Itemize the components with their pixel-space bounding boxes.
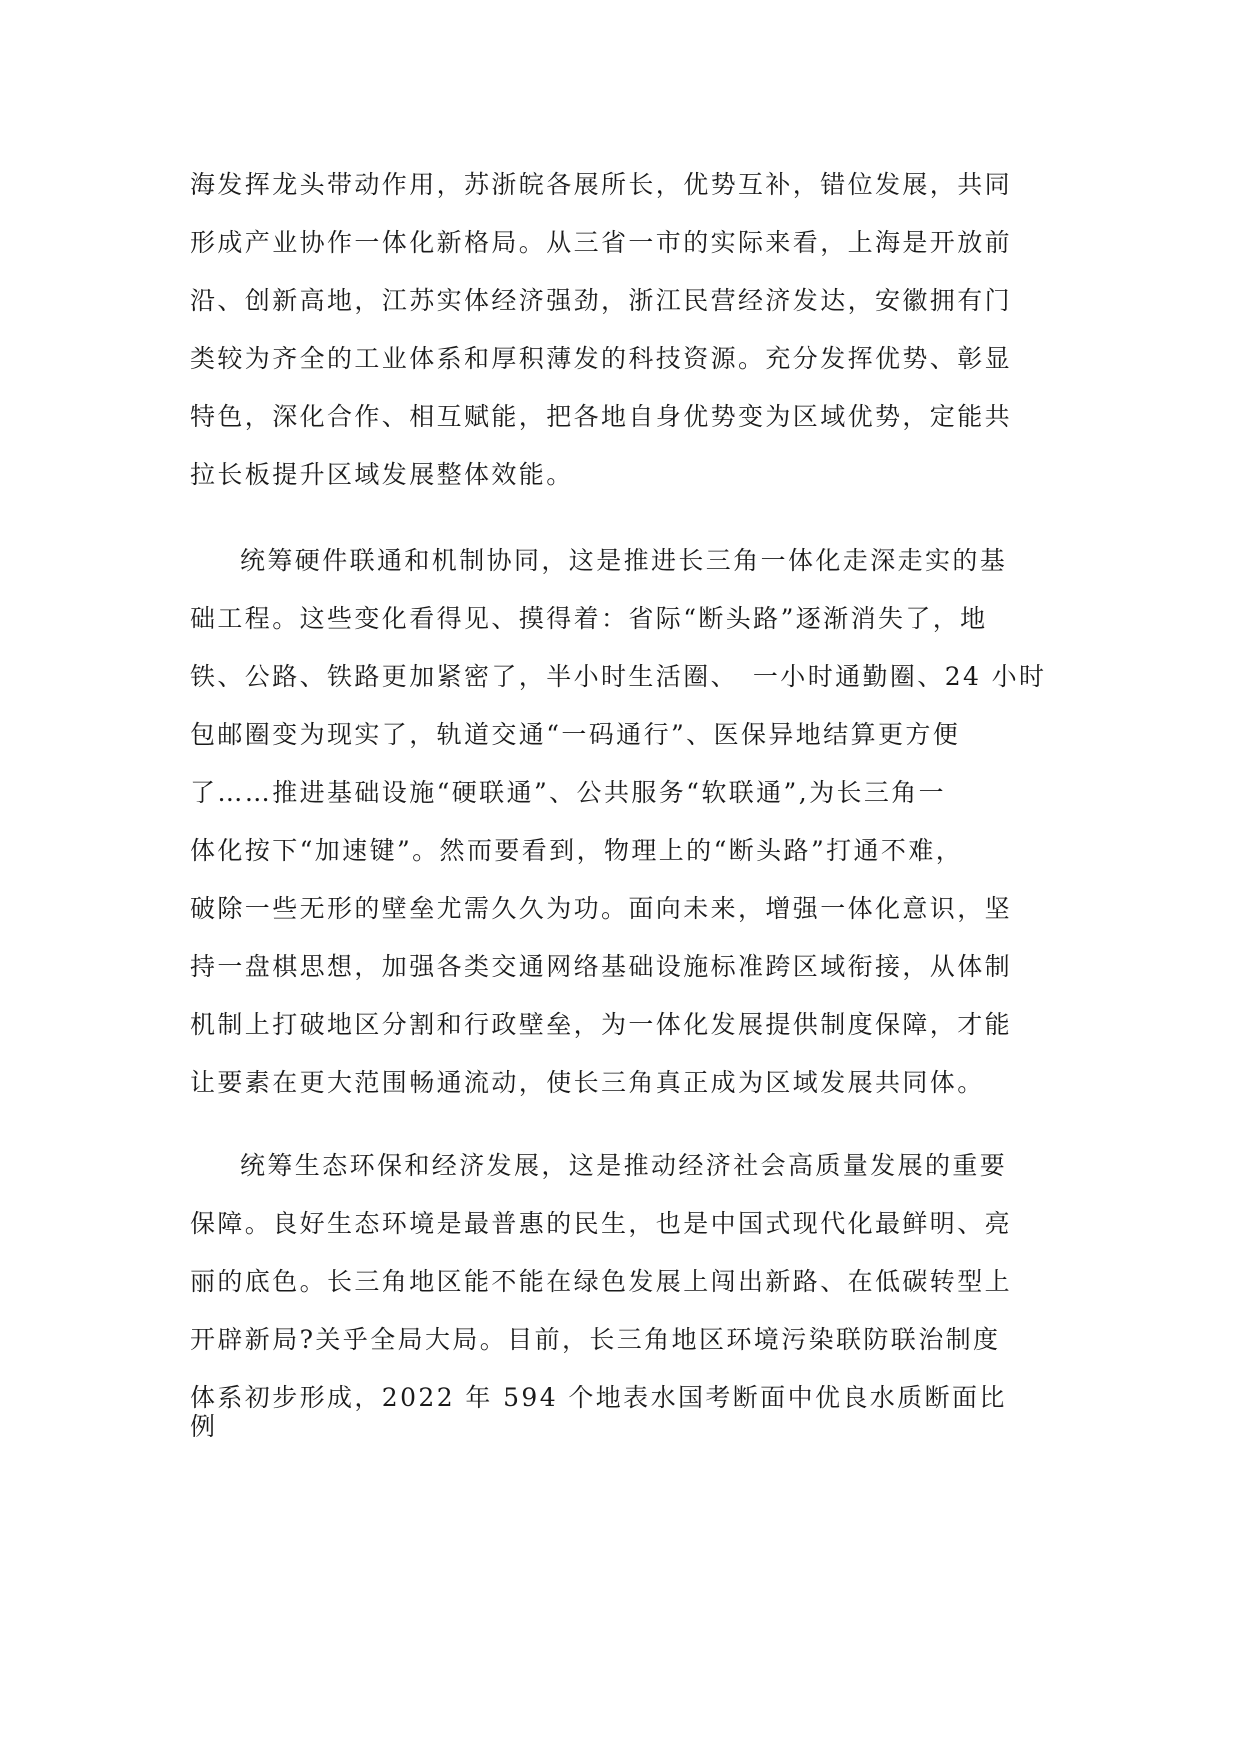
paragraph-line: 例 <box>190 1412 218 1441</box>
paragraph-1 <box>190 156 1070 504</box>
paragraph-line: 持一盘棋思想，加强各类交通网络基础设施标准跨区域衔接，从体制 <box>190 952 1013 981</box>
paragraph-line: 体化按下“加速键”。然而要看到，物理上的“断头路”打通不难， <box>190 836 964 865</box>
paragraph-line: 统筹生态环保和经济发展，这是推动经济社会高质量发展的重要 <box>240 1151 1008 1180</box>
paragraph-line: 让要素在更大范围畅通流动，使长三角真正成为区域发展共同体。 <box>190 1068 985 1097</box>
paragraph-line: 破除一些无形的壁垒尤需久久为功。面向未来，增强一体化意识，坚 <box>190 894 1013 923</box>
paragraph-line: 保障。良好生态环境是最普惠的民生，也是中国式现代化最鲜明、亮 <box>190 1209 1013 1238</box>
paragraph-line: 铁、公路、铁路更加紧密了，半小时生活圈、 一小时通勤圈、24 小时 <box>190 662 1047 691</box>
paragraph-3 <box>190 1137 1070 1441</box>
paragraph-line: 海发挥龙头带动作用，苏浙皖各展所长，优势互补，错位发展，共同 <box>190 170 1013 199</box>
paragraph-line: 统筹硬件联通和机制协同，这是推进长三角一体化走深走实的基 <box>240 546 1008 575</box>
paragraph-line: 体系初步形成，2022 年 594 个地表水国考断面中优良水质断面比 <box>190 1383 1007 1412</box>
paragraph-line: 包邮圈变为现实了，轨道交通“一码通行”、医保异地结算更方便 <box>190 720 961 749</box>
paragraph-line: 形成产业协作一体化新格局。从三省一市的实际来看，上海是开放前 <box>190 228 1013 257</box>
paragraph-line: 机制上打破地区分割和行政壁垒，为一体化发展提供制度保障，才能 <box>190 1010 1013 1039</box>
paragraph-line: 沿、创新高地，江苏实体经济强劲，浙江民营经济发达，安徽拥有门 <box>190 286 1013 315</box>
paragraph-line: 特色，深化合作、相互赋能，把各地自身优势变为区域优势，定能共 <box>190 402 1013 431</box>
paragraph-line: 开辟新局?关乎全局大局。目前，长三角地区环境污染联防联治制度 <box>190 1325 1001 1354</box>
paragraph-line: 了……推进基础设施“硬联通”、公共服务“软联通”,为长三角一 <box>190 778 947 807</box>
paragraph-line: 类较为齐全的工业体系和厚积薄发的科技资源。充分发挥优势、彰显 <box>190 344 1013 373</box>
paragraph-line: 础工程。这些变化看得见、摸得着：省际“断头路”逐渐消失了，地 <box>190 604 988 633</box>
paragraph-2 <box>190 532 1070 1112</box>
paragraph-line: 拉长板提升区域发展整体效能。 <box>190 460 574 489</box>
paragraph-line: 丽的底色。长三角地区能不能在绿色发展上闯出新路、在低碳转型上 <box>190 1267 1013 1296</box>
